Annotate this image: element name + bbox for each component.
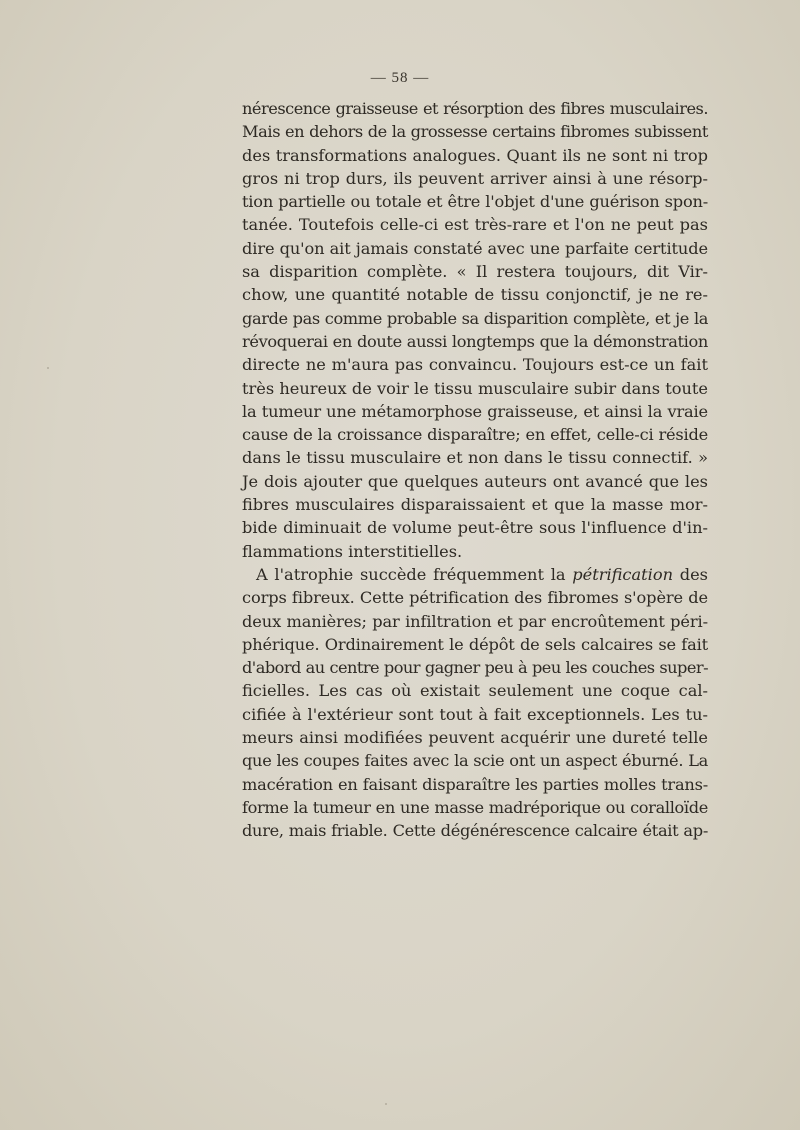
text-line: gros ni trop durs, ils peuvent arriver ainsi à une résorp- — [242, 168, 708, 188]
text-line: la tumeur une métamorphose graisseuse, et ainsi la vraie — [242, 401, 708, 421]
text-line: tion partielle ou totale et être l'objet d'une guérison spon- — [242, 192, 708, 212]
paper-speck — [47, 367, 49, 369]
text-line: des transformations analogues. Quant ils ne sont ni trop — [242, 145, 708, 165]
text-line: deux manières; par infiltration et par encroûtement péri- — [242, 611, 708, 631]
text-line: révoquerai en doute aussi longtemps que la démonstration — [242, 331, 708, 351]
text-line: sa disparition complète. « Il restera toujours, dit Vir- — [242, 262, 708, 282]
text-line: directe ne m'aura pas convaincu. Toujours est-ce un fait — [242, 355, 708, 375]
italic-term: pétrification — [572, 564, 673, 584]
text-line: dire qu'on ait jamais constaté avec une parfaite certitude — [242, 238, 708, 258]
text-line: très heureux de voir le tissu musculaire subir dans toute — [242, 378, 708, 398]
text-segment: A l'atrophie succède fréquemment la — [256, 564, 573, 584]
text-line: phérique. Ordinairement le dépôt de sels calcaires se fait — [242, 634, 708, 654]
text-line: tanée. Toutefois celle-ci est très-rare et l'on ne peut pas — [242, 215, 708, 235]
text-line: chow, une quantité notable de tissu conjonctif, je ne re- — [242, 285, 708, 305]
text-line: dans le tissu musculaire et non dans le tissu connectif. » — [242, 448, 708, 468]
text-line: macération en faisant disparaître les parties molles trans- — [242, 774, 708, 794]
text-line: cause de la croissance disparaître; en effet, celle-ci réside — [242, 425, 708, 445]
body-text — [242, 97, 708, 843]
text-line: meurs ainsi modifiées peuvent acquérir une dureté telle — [242, 728, 708, 748]
text-line: garde pas comme probable sa disparition complète, et je la — [242, 308, 708, 328]
text-line: Mais en dehors de la grossesse certains fibromes subissent — [242, 122, 708, 142]
text-line — [242, 563, 708, 586]
paper-speck — [385, 1103, 387, 1105]
text-line: fibres musculaires disparaissaient et que la masse mor- — [242, 495, 708, 515]
text-line: nérescence graisseuse et résorption des fibres musculaires. — [242, 99, 708, 118]
text-segment: des — [673, 564, 708, 584]
text-line: d'abord au centre pour gagner peu à peu les couches super- — [242, 658, 708, 678]
page-number: — 58 — — [370, 70, 430, 86]
text-line: forme la tumeur en une masse madréporique ou coralloïde — [242, 797, 708, 817]
text-line: Je dois ajouter que quelques auteurs ont avancé que les — [242, 471, 708, 491]
text-line: dure, mais friable. Cette dégénérescence calcaire était ap- — [242, 821, 708, 841]
text-line: corps fibreux. Cette pétrification des fibromes s'opère de — [242, 588, 708, 608]
text-line: flammations interstitielles. — [242, 541, 463, 561]
text-line: cifiée à l'extérieur sont tout à fait exceptionnels. Les tu- — [242, 704, 708, 724]
text-line: ficielles. Les cas où existait seulement une coque cal- — [242, 681, 708, 701]
text-line: que les coupes faites avec la scie ont un aspect éburné. La — [242, 751, 708, 771]
text-line: bide diminuait de volume peut-être sous l'influence d'in- — [242, 518, 708, 538]
